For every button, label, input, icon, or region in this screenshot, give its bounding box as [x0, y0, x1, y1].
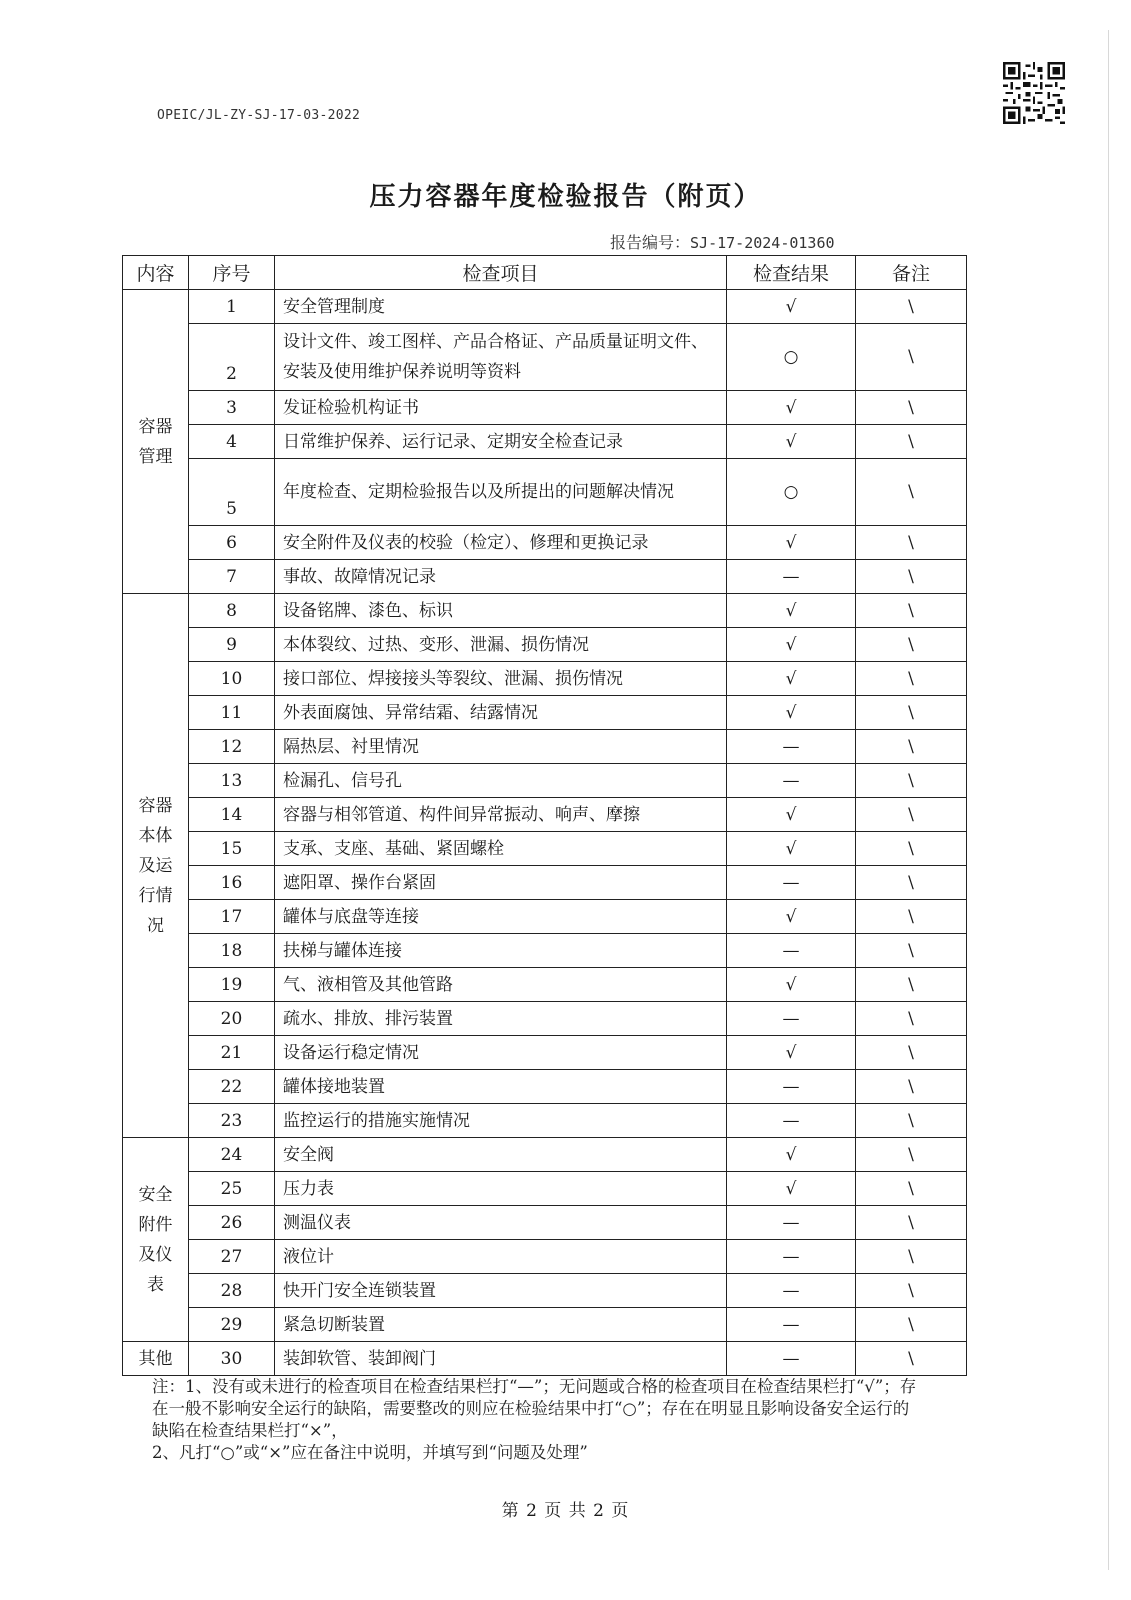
remark-cell: \ [856, 1002, 967, 1036]
remark-cell: \ [856, 391, 967, 425]
remark-cell: \ [856, 662, 967, 696]
item-cell: 外表面腐蚀、异常结霜、结露情况 [275, 696, 727, 730]
report-number-value: SJ-17-2024-01360 [690, 234, 835, 252]
item-cell: 液位计 [275, 1240, 727, 1274]
item-cell: 设备运行稳定情况 [275, 1036, 727, 1070]
table-row [123, 730, 967, 764]
note-2: 2、凡打“○”或“×”应在备注中说明，并填写到“问题及处理” [152, 1443, 588, 1462]
remark-cell: \ [856, 764, 967, 798]
seq-cell: 30 [189, 1342, 275, 1376]
result-cell: √ [727, 1036, 856, 1070]
seq-cell: 15 [189, 832, 275, 866]
result-cell: ○ [727, 324, 856, 391]
seq-cell: 12 [189, 730, 275, 764]
seq-cell: 17 [189, 900, 275, 934]
item-cell: 快开门安全连锁装置 [275, 1274, 727, 1308]
result-cell: — [727, 1308, 856, 1342]
seq-cell: 24 [189, 1138, 275, 1172]
seq-cell: 21 [189, 1036, 275, 1070]
item-cell: 日常维护保养、运行记录、定期安全检查记录 [275, 425, 727, 459]
item-cell: 年度检查、定期检验报告以及所提出的问题解决情况 [275, 459, 727, 526]
remark-cell: \ [856, 934, 967, 968]
remark-cell: \ [856, 594, 967, 628]
remark-cell: \ [856, 1206, 967, 1240]
table-row [123, 662, 967, 696]
remark-cell: \ [856, 1342, 967, 1376]
item-cell: 紧急切断装置 [275, 1308, 727, 1342]
remark-cell: \ [856, 290, 967, 324]
remark-cell: \ [856, 1070, 967, 1104]
remark-cell: \ [856, 459, 967, 526]
seq-cell: 2 [189, 324, 275, 391]
table-row [123, 594, 967, 628]
seq-cell: 19 [189, 968, 275, 1002]
seq-cell: 6 [189, 526, 275, 560]
remark-cell: \ [856, 1138, 967, 1172]
table-row [123, 1274, 967, 1308]
table-row [123, 764, 967, 798]
remark-cell: \ [856, 1104, 967, 1138]
remark-cell: \ [856, 1274, 967, 1308]
remark-cell: \ [856, 1240, 967, 1274]
table-row [123, 798, 967, 832]
result-cell: — [727, 1274, 856, 1308]
item-cell: 安全阀 [275, 1138, 727, 1172]
item-cell: 设备铭牌、漆色、标识 [275, 594, 727, 628]
column-header: 备注 [856, 256, 967, 290]
item-cell: 气、液相管及其他管路 [275, 968, 727, 1002]
seq-cell: 7 [189, 560, 275, 594]
result-cell: √ [727, 425, 856, 459]
item-cell: 安全附件及仪表的校验（检定）、修理和更换记录 [275, 526, 727, 560]
item-cell: 安全管理制度 [275, 290, 727, 324]
remark-cell: \ [856, 866, 967, 900]
category-cell: 容器管理 [123, 290, 189, 594]
result-cell: √ [727, 594, 856, 628]
seq-cell: 14 [189, 798, 275, 832]
remark-cell: \ [856, 628, 967, 662]
table-row [123, 628, 967, 662]
table-row [123, 1104, 967, 1138]
document-code: OPEIC/JL-ZY-SJ-17-03-2022 [157, 108, 361, 123]
table-row [123, 560, 967, 594]
category-cell: 其他 [123, 1342, 189, 1376]
table-row [123, 934, 967, 968]
result-cell: √ [727, 696, 856, 730]
result-cell: √ [727, 1138, 856, 1172]
table-row [123, 968, 967, 1002]
remark-cell: \ [856, 526, 967, 560]
seq-cell: 11 [189, 696, 275, 730]
page-edge-line [1108, 30, 1109, 1570]
seq-cell: 29 [189, 1308, 275, 1342]
item-cell: 装卸软管、装卸阀门 [275, 1342, 727, 1376]
seq-cell: 4 [189, 425, 275, 459]
table-row [123, 526, 967, 560]
remark-cell: \ [856, 1308, 967, 1342]
remark-cell: \ [856, 730, 967, 764]
table-header-row [123, 256, 967, 290]
table-row [123, 1002, 967, 1036]
result-cell: — [727, 1070, 856, 1104]
remark-cell: \ [856, 1172, 967, 1206]
column-header: 检查项目 [275, 256, 727, 290]
remark-cell: \ [856, 968, 967, 1002]
result-cell: — [727, 934, 856, 968]
result-cell: — [727, 1002, 856, 1036]
result-cell: — [727, 1342, 856, 1376]
item-cell: 遮阳罩、操作台紧固 [275, 866, 727, 900]
item-cell: 本体裂纹、过热、变形、泄漏、损伤情况 [275, 628, 727, 662]
table-row [123, 1172, 967, 1206]
category-cell: 安全附件及仪表 [123, 1138, 189, 1342]
seq-cell: 18 [189, 934, 275, 968]
seq-cell: 28 [189, 1274, 275, 1308]
table-row [123, 1206, 967, 1240]
table-row [123, 1036, 967, 1070]
result-cell: — [727, 866, 856, 900]
result-cell: — [727, 1206, 856, 1240]
result-cell: √ [727, 1172, 856, 1206]
item-cell: 罐体与底盘等连接 [275, 900, 727, 934]
seq-cell: 10 [189, 662, 275, 696]
result-cell: √ [727, 832, 856, 866]
result-cell: √ [727, 526, 856, 560]
seq-cell: 3 [189, 391, 275, 425]
item-cell: 隔热层、衬里情况 [275, 730, 727, 764]
result-cell: √ [727, 290, 856, 324]
result-cell: √ [727, 628, 856, 662]
result-cell: ○ [727, 459, 856, 526]
table-row [123, 1342, 967, 1376]
item-cell: 支承、支座、基础、紧固螺栓 [275, 832, 727, 866]
table-row [123, 866, 967, 900]
seq-cell: 1 [189, 290, 275, 324]
item-cell: 检漏孔、信号孔 [275, 764, 727, 798]
column-header: 检查结果 [727, 256, 856, 290]
report-number-label: 报告编号： [610, 233, 691, 252]
item-cell: 接口部位、焊接接头等裂纹、泄漏、损伤情况 [275, 662, 727, 696]
result-cell: √ [727, 900, 856, 934]
remark-cell: \ [856, 560, 967, 594]
remark-cell: \ [856, 900, 967, 934]
item-cell: 测温仪表 [275, 1206, 727, 1240]
item-cell: 容器与相邻管道、构件间异常振动、响声、摩擦 [275, 798, 727, 832]
result-cell: √ [727, 662, 856, 696]
item-cell: 发证检验机构证书 [275, 391, 727, 425]
table-row [123, 1240, 967, 1274]
remark-cell: \ [856, 798, 967, 832]
seq-cell: 13 [189, 764, 275, 798]
page-title: 压力容器年度检验报告（附页） [369, 182, 762, 212]
table-row [123, 832, 967, 866]
seq-cell: 5 [189, 459, 275, 526]
item-cell: 罐体接地装置 [275, 1070, 727, 1104]
seq-cell: 23 [189, 1104, 275, 1138]
seq-cell: 27 [189, 1240, 275, 1274]
table-row [123, 1138, 967, 1172]
qr-code-icon [1003, 62, 1065, 124]
column-header: 内容 [123, 256, 189, 290]
remark-cell: \ [856, 832, 967, 866]
table-row [123, 290, 967, 324]
seq-cell: 9 [189, 628, 275, 662]
notes [152, 1376, 922, 1464]
table-row [123, 391, 967, 425]
seq-cell: 22 [189, 1070, 275, 1104]
result-cell: √ [727, 968, 856, 1002]
item-cell: 疏水、排放、排污装置 [275, 1002, 727, 1036]
seq-cell: 26 [189, 1206, 275, 1240]
table-row [123, 324, 967, 391]
table-row [123, 459, 967, 526]
remark-cell: \ [856, 425, 967, 459]
seq-cell: 8 [189, 594, 275, 628]
page-footer: 第 2 页 共 2 页 [501, 1501, 630, 1521]
table-row [123, 1070, 967, 1104]
table-row [123, 1308, 967, 1342]
result-cell: √ [727, 391, 856, 425]
category-cell: 容器本体及运行情况 [123, 594, 189, 1138]
column-header: 序号 [189, 256, 275, 290]
table-row [123, 900, 967, 934]
item-cell: 设计文件、竣工图样、产品合格证、产品质量证明文件、安装及使用维护保养说明等资料 [275, 324, 727, 391]
item-cell: 监控运行的措施实施情况 [275, 1104, 727, 1138]
seq-cell: 20 [189, 1002, 275, 1036]
note-1: 注：1、没有或未进行的检查项目在检查结果栏打“—”；无问题或合格的检查项目在检查结果栏打“√”；存在一般不影响安全运行的缺陷，需要整改的则应在检验结果中打“○”；存在在明显且影响设备安全运行的缺陷在检查结果栏打“×”， [152, 1377, 917, 1440]
report-number [610, 230, 835, 253]
item-cell: 压力表 [275, 1172, 727, 1206]
table-body [123, 290, 967, 1376]
result-cell: — [727, 1104, 856, 1138]
result-cell: — [727, 730, 856, 764]
seq-cell: 25 [189, 1172, 275, 1206]
table-row [123, 425, 967, 459]
item-cell: 事故、故障情况记录 [275, 560, 727, 594]
table-row [123, 696, 967, 730]
result-cell: — [727, 560, 856, 594]
result-cell: — [727, 764, 856, 798]
result-cell: √ [727, 798, 856, 832]
remark-cell: \ [856, 1036, 967, 1070]
remark-cell: \ [856, 324, 967, 391]
remark-cell: \ [856, 696, 967, 730]
result-cell: — [727, 1240, 856, 1274]
inspection-table [122, 255, 967, 1376]
item-cell: 扶梯与罐体连接 [275, 934, 727, 968]
seq-cell: 16 [189, 866, 275, 900]
